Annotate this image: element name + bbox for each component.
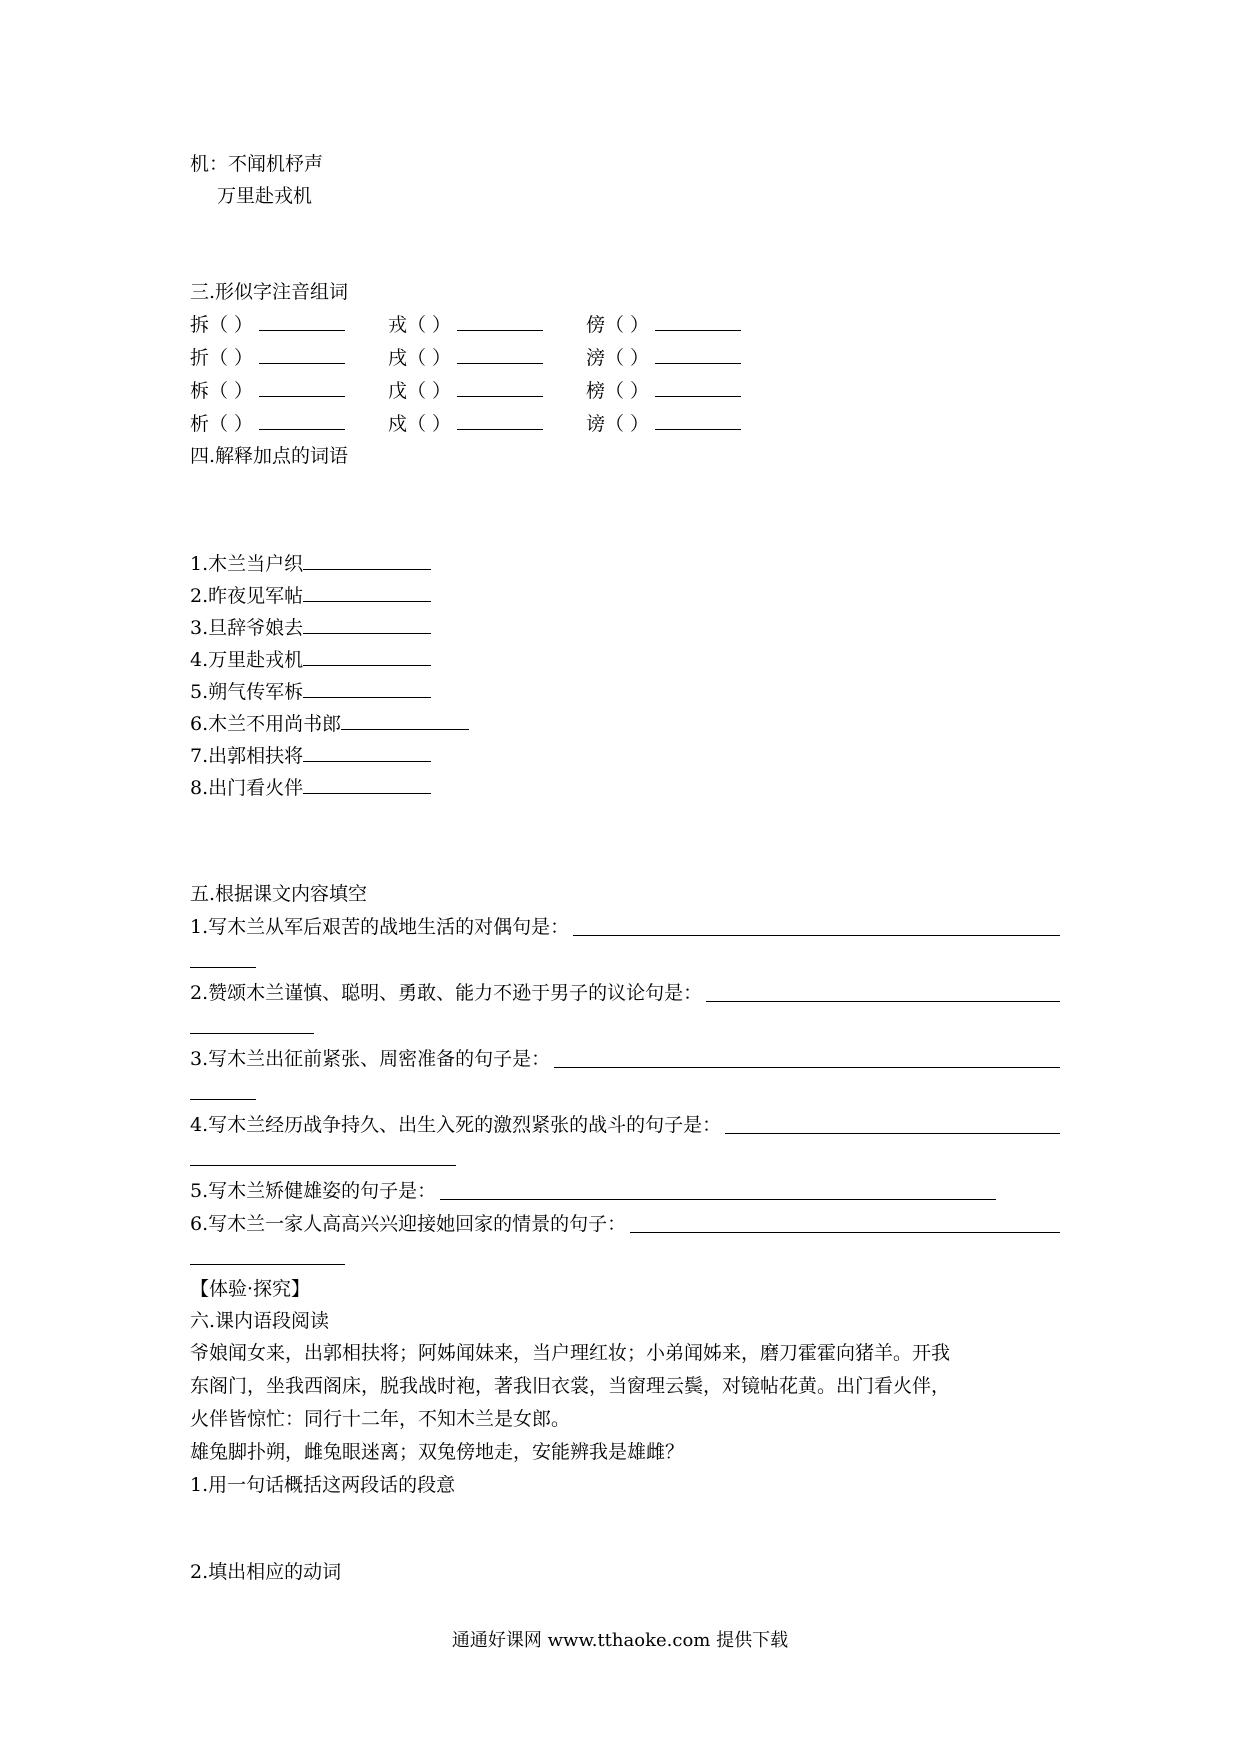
answer-blank[interactable] (190, 1143, 456, 1166)
char-prompt: 拆（ ） (190, 314, 254, 336)
list-item: 8.出门看火伴 (190, 771, 1060, 803)
list-item: 4.写木兰经历战争持久、出生入死的激烈紧张的战斗的句子是： (190, 1108, 1060, 1141)
char-prompt: 折（ ） (190, 347, 254, 369)
question-1: 1.用一句话概括这两段话的段意 (190, 1474, 456, 1496)
list-item: 5.朔气传军柝 (190, 675, 1060, 707)
answer-blank[interactable] (706, 1001, 1060, 1002)
def-line: 机：不闻机杼声 (190, 153, 324, 175)
char-prompt: 析（ ） (190, 413, 254, 435)
answer-blank[interactable] (190, 945, 256, 968)
word-explain-list (190, 547, 1060, 803)
grid-row (190, 341, 1060, 374)
list-item: 1.写木兰从军后艰苦的战地生活的对偶句是： (190, 910, 1060, 943)
answer-blank[interactable] (190, 1011, 314, 1034)
answer-blank[interactable] (457, 407, 543, 430)
answer-blank[interactable] (259, 308, 345, 331)
answer-blank[interactable] (554, 1067, 1060, 1068)
grid-row (190, 374, 1060, 407)
similar-char-grid (190, 308, 1060, 440)
section-4-title: 四.解释加点的词语 (190, 445, 349, 467)
section-6-title: 六.课内语段阅读 (190, 1310, 330, 1332)
answer-blank[interactable] (303, 579, 431, 602)
list-item: 6.写木兰一家人高高兴兴迎接她回家的情景的句子： (190, 1207, 1060, 1240)
list-item: 1.木兰当户织 (190, 547, 1060, 579)
answer-blank[interactable] (630, 1232, 1060, 1233)
answer-blank[interactable] (303, 771, 431, 794)
reading-passage (190, 1337, 1060, 1469)
answer-blank[interactable] (655, 374, 741, 397)
section-3-title: 三.形似字注音组词 (190, 281, 349, 303)
list-item: 2.赞颂木兰谨慎、聪明、勇敢、能力不逊于男子的议论句是： (190, 976, 1060, 1009)
grid-row (190, 308, 1060, 341)
answer-blank[interactable] (655, 308, 741, 331)
list-item: 5.写木兰矫健雄姿的句子是： (190, 1174, 996, 1207)
answer-blank[interactable] (303, 643, 431, 666)
answer-blank[interactable] (457, 308, 543, 331)
section-6-header: 【体验·探究】 (190, 1278, 311, 1300)
char-prompt: 榜（ ） (586, 380, 650, 402)
worksheet-page (190, 148, 1060, 1588)
answer-blank[interactable] (457, 374, 543, 397)
answer-blank[interactable] (259, 407, 345, 430)
char-prompt: 柝（ ） (190, 380, 254, 402)
char-prompt: 谤（ ） (586, 413, 650, 435)
answer-blank[interactable] (573, 935, 1060, 936)
char-prompt: 戌（ ） (388, 347, 452, 369)
list-item: 6.木兰不用尚书郎 (190, 707, 1060, 739)
answer-blank[interactable] (341, 707, 469, 730)
passage-line: 爷娘闻女来，出郭相扶将；阿姊闻妹来，当户理红妆；小弟闻姊来，磨刀霍霍向猪羊。开我 (190, 1342, 951, 1364)
answer-blank[interactable] (259, 374, 345, 397)
list-item: 3.写木兰出征前紧张、周密准备的句子是： (190, 1042, 1060, 1075)
grid-row (190, 407, 1060, 440)
char-prompt: 傍（ ） (586, 314, 650, 336)
char-prompt: 戊（ ） (388, 380, 452, 402)
fill-in-list (190, 910, 1060, 1273)
answer-blank[interactable] (725, 1133, 1060, 1134)
page-footer: 通通好课网 www.tthaoke.com 提供下载 (451, 1630, 789, 1651)
answer-blank[interactable] (190, 1077, 256, 1100)
answer-blank[interactable] (655, 341, 741, 364)
passage-line: 雄兔脚扑朔，雌兔眼迷离；双兔傍地走，安能辨我是雄雌？ (190, 1441, 685, 1463)
question-2: 2.填出相应的动词 (190, 1561, 342, 1583)
passage-line: 东阁门，坐我西阁床，脱我战时袍，著我旧衣裳，当窗理云鬓，对镜帖花黄。出门看火伴， (190, 1375, 951, 1397)
list-item: 3.旦辞爷娘去 (190, 611, 1060, 643)
list-item: 2.昨夜见军帖 (190, 579, 1060, 611)
answer-blank[interactable] (303, 739, 431, 762)
answer-blank[interactable] (303, 675, 431, 698)
char-prompt: 戍（ ） (388, 413, 452, 435)
answer-blank[interactable] (190, 1242, 345, 1265)
def-line: 万里赴戎机 (217, 185, 313, 207)
answer-blank[interactable] (655, 407, 741, 430)
answer-blank[interactable] (457, 341, 543, 364)
answer-blank[interactable] (303, 547, 431, 570)
list-item: 7.出郭相扶将 (190, 739, 1060, 771)
list-item: 4.万里赴戎机 (190, 643, 1060, 675)
section-5-title: 五.根据课文内容填空 (190, 883, 368, 905)
answer-blank[interactable] (440, 1199, 996, 1200)
passage-line: 火伴皆惊忙：同行十二年，不知木兰是女郎。 (190, 1408, 571, 1430)
answer-blank[interactable] (259, 341, 345, 364)
char-prompt: 滂（ ） (586, 347, 650, 369)
answer-blank[interactable] (303, 611, 431, 634)
char-prompt: 戎（ ） (388, 314, 452, 336)
